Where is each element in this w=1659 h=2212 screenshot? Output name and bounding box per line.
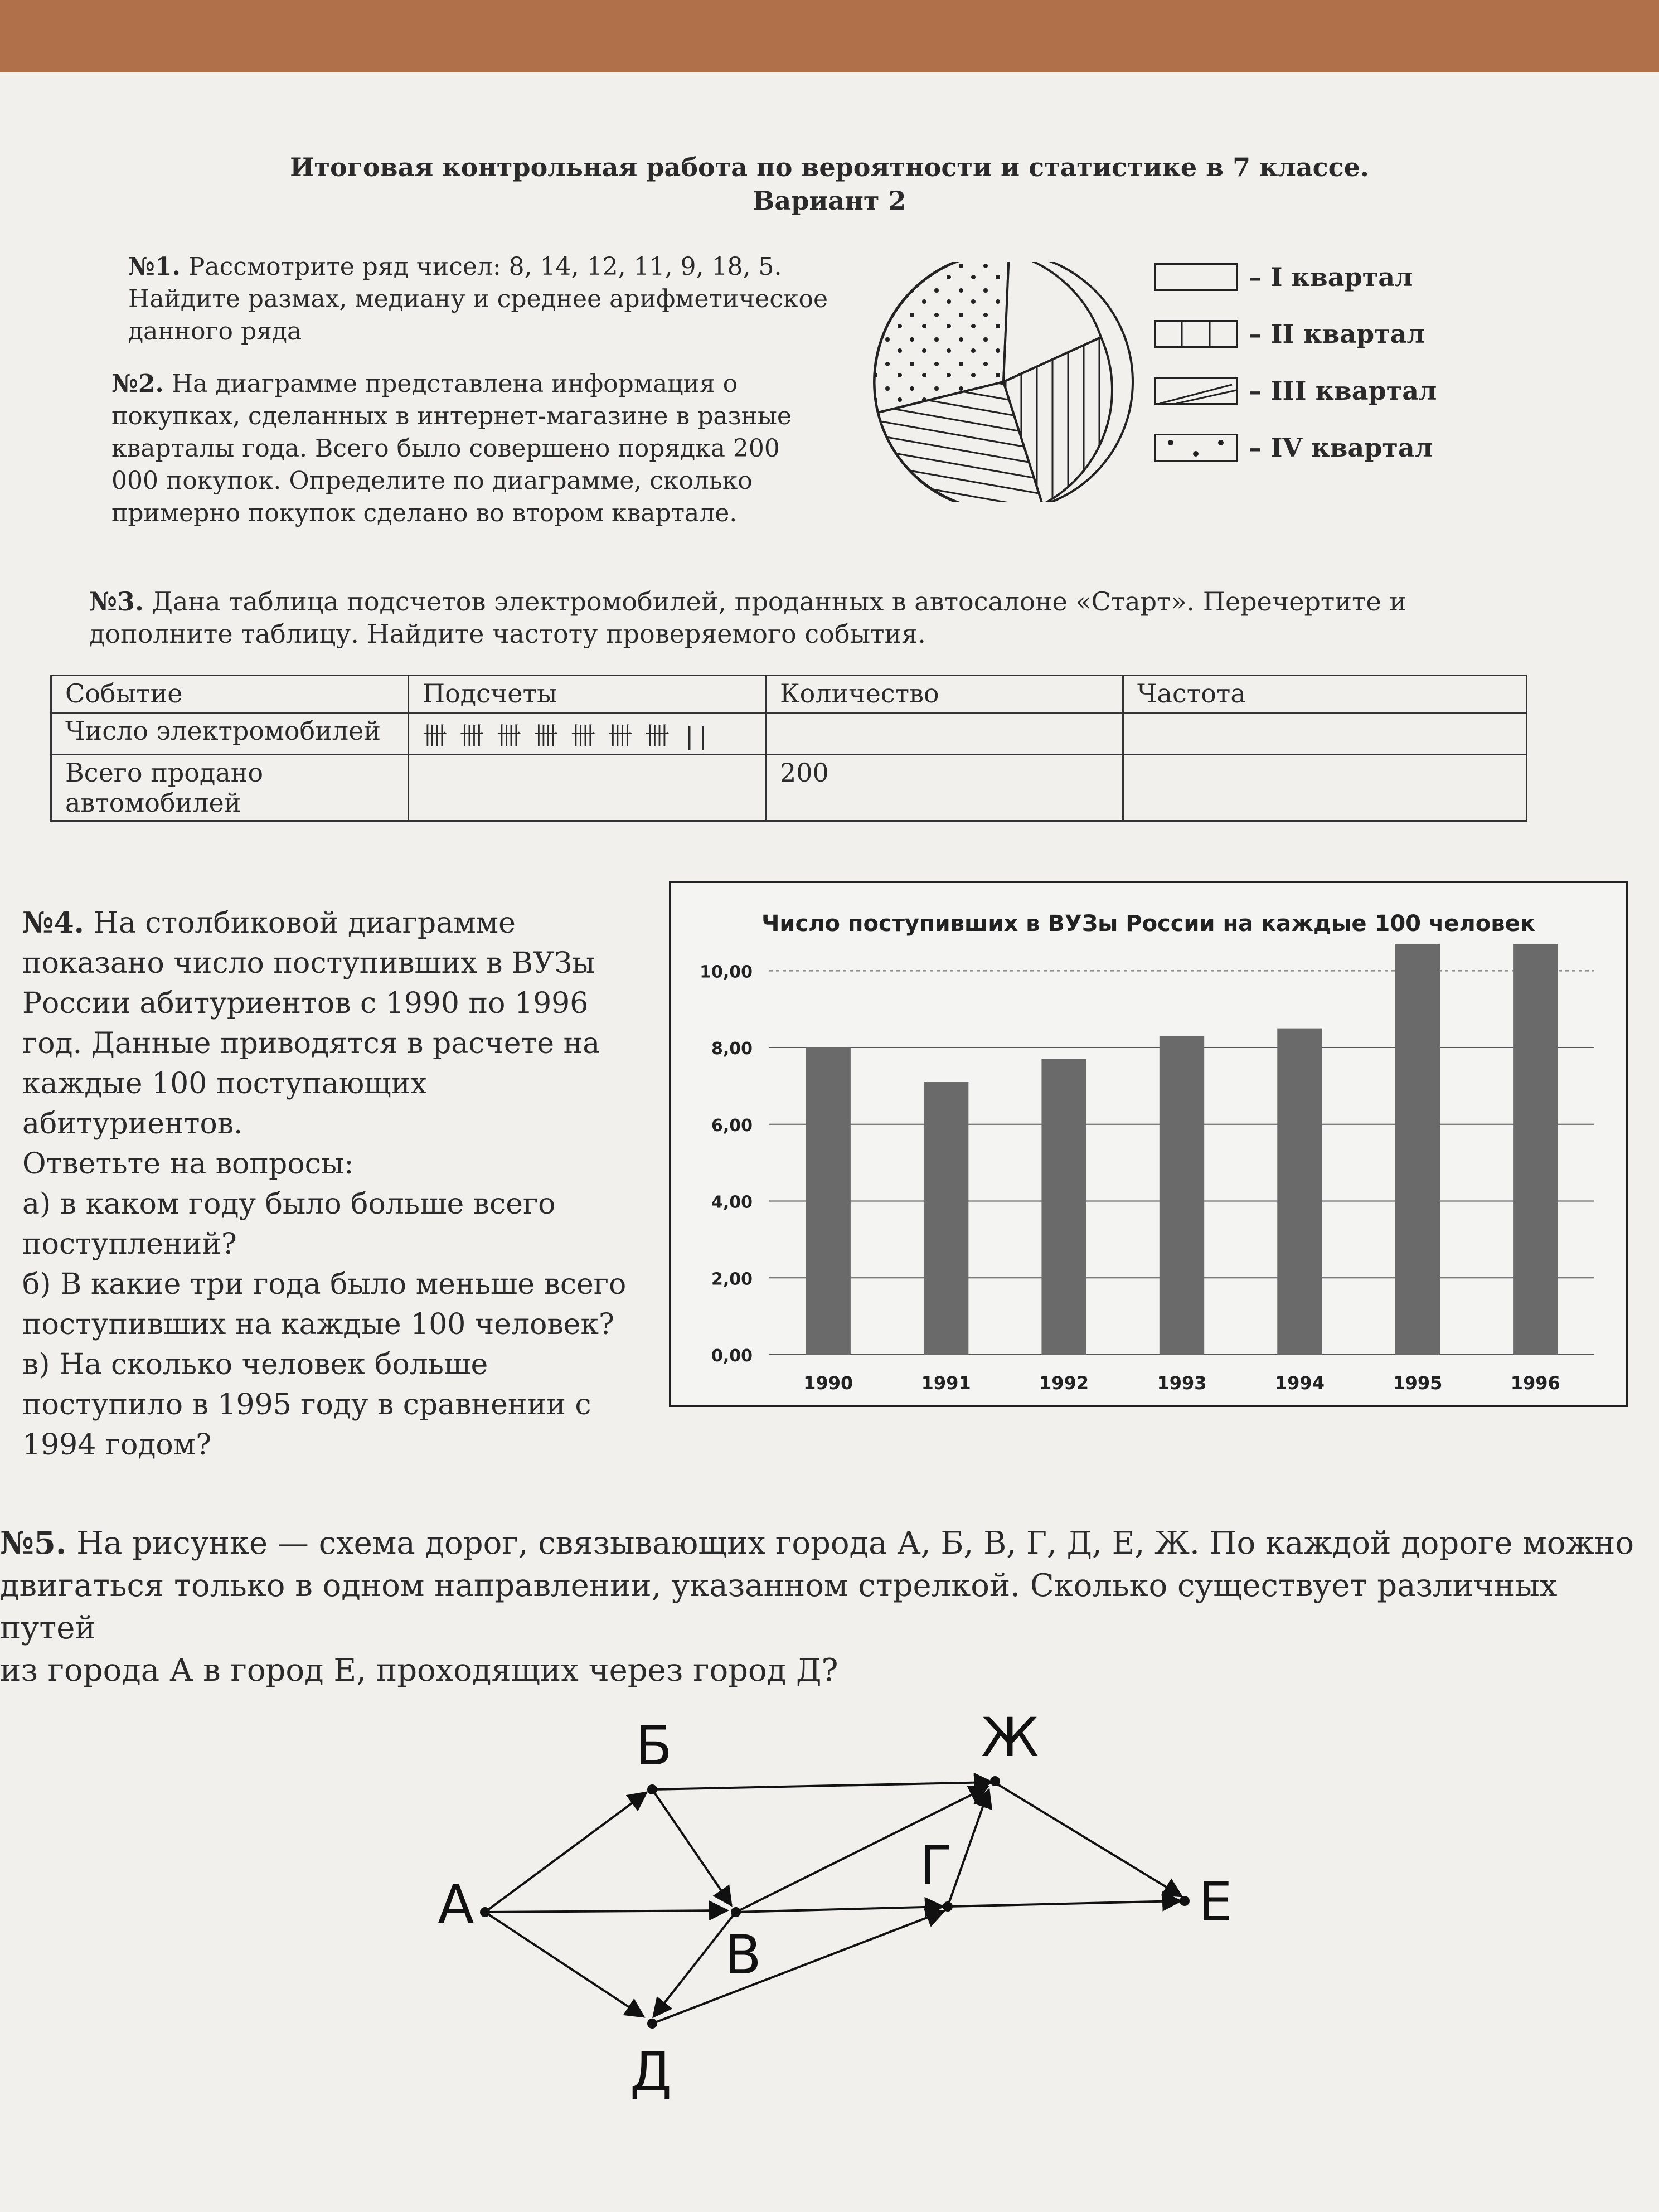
x-tick-label: 1995 xyxy=(1393,1372,1443,1394)
y-tick-label: 4,00 xyxy=(711,1192,753,1212)
cell-frequency xyxy=(1123,755,1527,821)
x-tick-label: 1994 xyxy=(1274,1372,1325,1394)
task2-line2: покупках, сделанных в интернет-магазине в разные xyxy=(111,402,792,430)
legend-q4: – IV квартал xyxy=(1154,433,1437,463)
x-tick-label: 1990 xyxy=(803,1372,853,1394)
bar-1990 xyxy=(806,1047,851,1355)
edge-a-b xyxy=(485,1792,647,1912)
task2-line1: На диаграмме представлена информация о xyxy=(171,370,738,398)
city-node-b xyxy=(647,1784,657,1794)
task1-line1: Рассмотрите ряд чисел: 8, 14, 12, 11, 9, 18, 5. xyxy=(188,253,782,281)
bar-1996 xyxy=(1513,944,1558,1355)
city-node-e xyxy=(1180,1896,1190,1906)
y-tick-label: 10,00 xyxy=(700,962,753,982)
city-node-v xyxy=(731,1907,741,1917)
variant-label: Вариант 2 xyxy=(753,186,906,216)
edge-d-g xyxy=(652,1911,944,2024)
task5 xyxy=(0,1522,1659,1692)
legend-swatch-empty xyxy=(1154,263,1238,291)
task5-line3: из города А в город Е, проходящих через город Д? xyxy=(0,1652,838,1689)
header-frequency: Частота xyxy=(1123,676,1527,713)
task4: №4. На столбиковой диаграмме показано число поступивших в ВУЗы России абитуриентов с 1990 по 1996 год. Данные приводятся в расчете на каждые 100 поступающих абитуриентов. Ответьте на вопросы: а) в каком году было больше всего поступлений? б) В какие три года было меньше всего поступивших на каждые 100 человек? в) На сколько человек больше поступило в 1995 году в сравнении с 1994 годом? xyxy=(22,906,627,1462)
task5-number: №5. xyxy=(0,1525,67,1561)
header-event: Событие xyxy=(51,676,409,713)
table-row xyxy=(51,713,1527,755)
city-node-d xyxy=(647,2019,657,2029)
task1-number: №1. xyxy=(128,253,181,281)
task1 xyxy=(128,251,828,348)
y-tick-label: 8,00 xyxy=(711,1039,753,1059)
legend-swatch-dots xyxy=(1154,434,1238,462)
table-header-row xyxy=(51,676,1527,713)
table-row xyxy=(51,755,1527,821)
city-label-a: А xyxy=(438,1874,474,1936)
task2-line3: кварталы года. Всего было совершено порядка 200 xyxy=(111,434,780,463)
quarter-pie-chart xyxy=(870,262,1137,502)
city-label-e: Е xyxy=(1199,1871,1233,1933)
y-tick-label: 0,00 xyxy=(711,1346,753,1366)
bar-1995 xyxy=(1395,944,1440,1355)
task3 xyxy=(89,585,1406,650)
legend-swatch-diagonal xyxy=(1154,377,1238,405)
cell-tally: 卌 卌 卌 卌 卌 卌 卌 || xyxy=(409,713,766,755)
city-node-a xyxy=(480,1907,490,1917)
task2-number: №2. xyxy=(111,370,164,398)
bar-1994 xyxy=(1277,1029,1322,1355)
y-tick-label: 6,00 xyxy=(711,1115,753,1136)
legend-swatch-vertical xyxy=(1154,320,1238,348)
cell-count: 200 xyxy=(766,755,1123,821)
task2-line5: примерно покупок сделано во втором квартале. xyxy=(111,499,738,527)
task3-line2: дополните таблицу. Найдите частоту проверяемого события. xyxy=(89,619,926,649)
task1-line2: Найдите размах, медиану и среднее арифметическое xyxy=(128,285,828,313)
task2 xyxy=(111,368,792,530)
task3-number: №3. xyxy=(89,586,144,617)
x-tick-label: 1996 xyxy=(1510,1372,1560,1394)
edge-g-zh xyxy=(948,1789,989,1907)
task5-line2: двигаться только в одном направлении, указанном стрелкой. Сколько существует различных путей xyxy=(0,1568,1558,1646)
legend-q3: – III квартал xyxy=(1154,376,1437,406)
bar-1992 xyxy=(1041,1059,1086,1355)
city-label-v: В xyxy=(725,1924,761,1986)
edge-b-v xyxy=(652,1789,731,1905)
task3-line1: Дана таблица подсчетов электромобилей, проданных в автосалоне «Старт». Перечертите и xyxy=(152,586,1406,617)
edge-zh-e xyxy=(995,1783,1182,1896)
bar-1993 xyxy=(1160,1036,1204,1355)
x-tick-label: 1991 xyxy=(921,1372,971,1394)
edge-v-d xyxy=(653,1912,736,2017)
x-tick-label: 1993 xyxy=(1157,1372,1207,1394)
bar-chart xyxy=(669,881,1628,1438)
worksheet-title: Итоговая контрольная работа по вероятности и статистике в 7 классе. xyxy=(290,152,1369,182)
tally-table xyxy=(50,675,1527,822)
city-label-zh: Ж xyxy=(981,1706,1039,1769)
edge-a-v xyxy=(485,1910,727,1912)
cell-tally xyxy=(409,755,766,821)
task4-number: №4. xyxy=(22,906,84,940)
cell-frequency xyxy=(1123,713,1527,755)
city-label-d: Д xyxy=(630,2041,672,2103)
bar-1991 xyxy=(924,1082,968,1355)
task1-line3: данного ряда xyxy=(128,317,302,346)
city-label-b: Б xyxy=(636,1715,672,1777)
cell-count xyxy=(766,713,1123,755)
legend-q1: – I квартал xyxy=(1154,262,1437,292)
worksheet-page xyxy=(0,72,1659,2212)
road-diagram xyxy=(390,1689,1282,2191)
header-count: Количество xyxy=(766,676,1123,713)
legend-q2: – II квартал xyxy=(1154,319,1437,349)
pie-legend xyxy=(1154,262,1437,463)
cell-event: Всего продано автомобилей xyxy=(51,755,409,821)
city-label-g: Г xyxy=(920,1835,953,1897)
city-node-zh xyxy=(990,1776,1000,1786)
header-tally: Подсчеты xyxy=(409,676,766,713)
city-node-g xyxy=(943,1901,953,1912)
task5-line1: На рисунке — схема дорог, связывающих города А, Б, В, Г, Д, Е, Ж. По каждой дороге можно xyxy=(76,1525,1634,1561)
edge-v-g xyxy=(736,1907,943,1912)
edge-b-zh xyxy=(652,1782,992,1789)
edge-a-d xyxy=(485,1912,644,2017)
x-tick-label: 1992 xyxy=(1039,1372,1089,1394)
chart-title: Число поступивших в ВУЗы России на каждые 100 человек xyxy=(761,911,1535,937)
edge-g-e xyxy=(948,1901,1181,1907)
cell-event: Число электромобилей xyxy=(51,713,409,755)
y-tick-label: 2,00 xyxy=(711,1269,753,1289)
task2-line4: 000 покупок. Определите по диаграмме, сколько xyxy=(111,467,753,495)
